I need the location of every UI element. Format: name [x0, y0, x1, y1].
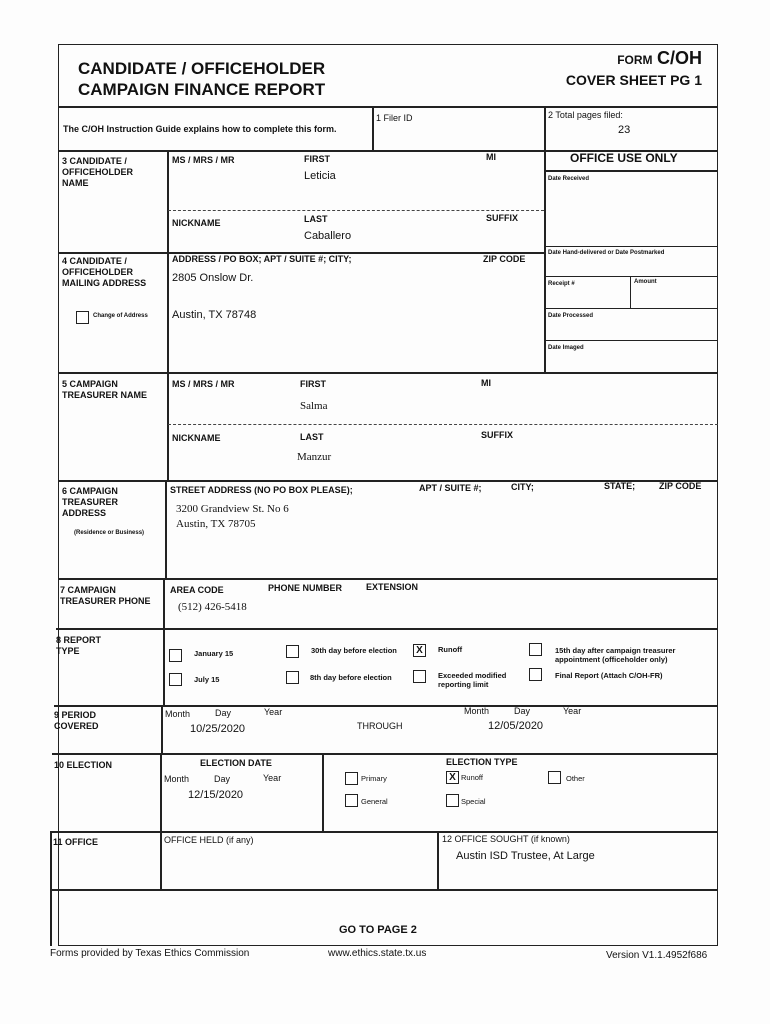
special-label: Special: [461, 797, 486, 806]
period-to-value[interactable]: 12/05/2020: [488, 720, 544, 732]
instruction-text: The C/OH Instruction Guide explains how to complete this form.: [63, 124, 337, 134]
mailing-line-2[interactable]: Austin, TX 78748: [172, 309, 257, 321]
mailing-line-1[interactable]: 2805 Onslow Dr.: [172, 272, 254, 284]
mailing-address-label: ADDRESS / PO BOX; APT / SUITE #; CITY;: [172, 254, 352, 264]
period-year-label-2: Year: [563, 706, 582, 716]
form-title: [78, 58, 325, 100]
treasurer-suffix-label: SUFFIX: [481, 430, 514, 440]
candidate-suffix-label: SUFFIX: [486, 213, 519, 223]
election-year-label: Year: [263, 773, 282, 783]
election-date-value[interactable]: 12/15/2020: [188, 789, 244, 801]
candidate-last-label: LAST: [304, 214, 328, 224]
15th-day-checkbox[interactable]: [529, 643, 542, 656]
phone-number-label: PHONE NUMBER: [268, 583, 343, 593]
election-month-label: Month: [164, 774, 190, 784]
section-10-label: 10 ELECTION: [54, 760, 113, 770]
period-day-label-2: Day: [514, 706, 531, 716]
footer-url[interactable]: www.ethics.state.tx.us: [328, 948, 427, 959]
30th-day-label: 30th day before election: [311, 646, 397, 655]
january-15-label: January 15: [194, 649, 234, 658]
section-8-label: 8 REPORT TYPE: [56, 635, 102, 656]
period-from-value[interactable]: 10/25/2020: [190, 723, 246, 735]
office-sought-label: 12 OFFICE SOUGHT (if known): [442, 834, 570, 844]
section-5-label: 5 CAMPAIGN TREASURER NAME: [62, 379, 148, 400]
mailing-zip-label: ZIP CODE: [483, 254, 526, 264]
candidate-mi-label: MI: [486, 152, 496, 162]
treasurer-last-label: LAST: [300, 432, 324, 442]
primary-checkbox[interactable]: [345, 772, 358, 785]
form-prefix: FORM: [617, 53, 653, 67]
footer-provided: Forms provided by Texas Ethics Commission: [50, 948, 250, 959]
total-pages-label: 2 Total pages filed:: [548, 110, 623, 120]
form-code-value: C/OH: [657, 48, 702, 68]
change-of-address-checkbox[interactable]: [76, 311, 89, 324]
receipt-label: Receipt #: [548, 281, 575, 287]
final-report-checkbox[interactable]: [529, 668, 542, 681]
street-address-label: STREET ADDRESS (NO PO BOX PLEASE);: [170, 485, 353, 495]
other-label: Other: [566, 774, 585, 783]
runoff-report-checkbox[interactable]: X: [413, 644, 426, 657]
candidate-nickname-label: NICKNAME: [172, 218, 221, 228]
section-4-label: 4 CANDIDATE / OFFICEHOLDER MAILING ADDRESS: [62, 256, 147, 288]
treasurer-nickname-label: NICKNAME: [172, 433, 221, 443]
runoff-election-label: Runoff: [461, 773, 483, 782]
total-pages-value[interactable]: 23: [618, 124, 631, 136]
section-9-label: 9 PERIOD COVERED: [54, 710, 99, 731]
city-label: CITY;: [511, 482, 534, 492]
final-report-label: Final Report (Attach C/OH-FR): [555, 671, 663, 680]
8th-day-label: 8th day before election: [310, 673, 392, 682]
15th-day-label: 15th day after campaign treasurer appointment (officeholder only): [555, 646, 676, 664]
date-processed-label: Date Processed: [548, 313, 594, 319]
area-code-label: AREA CODE: [170, 585, 224, 595]
office-held-label: OFFICE HELD (if any): [164, 835, 254, 845]
january-15-checkbox[interactable]: [169, 649, 182, 662]
primary-label: Primary: [361, 774, 387, 783]
section-11-label: 11 OFFICE: [53, 837, 99, 847]
special-checkbox[interactable]: [446, 794, 459, 807]
footer-version: Version V1.1.4952f686: [606, 950, 708, 961]
exceeded-limit-checkbox[interactable]: [413, 670, 426, 683]
period-through-label: THROUGH: [357, 721, 403, 731]
cover-sheet-label: COVER SHEET PG 1: [565, 72, 702, 88]
period-day-label: Day: [215, 708, 232, 718]
section-3-label: 3 CANDIDATE / OFFICEHOLDER NAME: [62, 156, 133, 188]
extension-label: EXTENSION: [366, 582, 419, 592]
section-6-label: 6 CAMPAIGN TREASURER ADDRESS: [62, 486, 119, 518]
title-line-1: CANDIDATE / OFFICEHOLDER: [78, 59, 326, 78]
candidate-last-value[interactable]: Caballero: [304, 230, 352, 242]
treasurer-address-line-2[interactable]: Austin, TX 78705: [176, 518, 256, 530]
period-month-label: Month: [165, 709, 191, 719]
july-15-label: July 15: [194, 675, 220, 684]
candidate-first-label: FIRST: [304, 154, 330, 164]
treasurer-last-value[interactable]: Manzur: [297, 451, 332, 463]
general-checkbox[interactable]: [345, 794, 358, 807]
treasurer-first-label: FIRST: [300, 379, 326, 389]
phone-value[interactable]: (512) 426-5418: [178, 601, 247, 613]
candidate-ms-label: MS / MRS / MR: [172, 155, 235, 165]
period-month-label-2: Month: [464, 706, 490, 716]
period-year-label: Year: [264, 707, 283, 717]
zip-label: ZIP CODE: [659, 481, 702, 491]
go-to-page-2[interactable]: GO TO PAGE 2: [339, 924, 417, 936]
8th-day-checkbox[interactable]: [286, 671, 299, 684]
july-15-checkbox[interactable]: [169, 673, 182, 686]
date-received-label: Date Received: [548, 176, 590, 182]
runoff-report-label: Runoff: [438, 645, 463, 654]
date-imaged-label: Date Imaged: [548, 345, 584, 351]
election-day-label: Day: [214, 774, 231, 784]
filer-id-label: 1 Filer ID: [376, 113, 413, 123]
30th-day-checkbox[interactable]: [286, 645, 299, 658]
state-label: STATE;: [604, 481, 636, 491]
office-use-title: OFFICE USE ONLY: [570, 151, 678, 165]
date-hand-label: Date Hand-delivered or Date Postmarked: [548, 250, 665, 256]
election-type-label: ELECTION TYPE: [446, 757, 518, 767]
candidate-first-value[interactable]: Leticia: [304, 170, 336, 182]
other-checkbox[interactable]: [548, 771, 561, 784]
election-date-label: ELECTION DATE: [200, 758, 272, 768]
general-label: General: [361, 797, 388, 806]
treasurer-address-sub: (Residence or Business): [74, 530, 145, 536]
form-code: [617, 48, 702, 69]
treasurer-ms-label: MS / MRS / MR: [172, 379, 235, 389]
treasurer-first-value[interactable]: Salma: [300, 400, 328, 412]
section-7-label: 7 CAMPAIGN TREASURER PHONE: [60, 585, 151, 606]
treasurer-mi-label: MI: [481, 378, 491, 388]
exceeded-limit-label: Exceeded modified reporting limit: [438, 671, 507, 689]
apt-label: APT / SUITE #;: [419, 483, 482, 493]
title-line-2: CAMPAIGN FINANCE REPORT: [78, 80, 326, 99]
change-of-address-label: Change of Address: [93, 313, 148, 319]
amount-label: Amount: [634, 279, 657, 285]
treasurer-address-line-1[interactable]: 3200 Grandview St. No 6: [176, 503, 289, 515]
runoff-election-checkbox[interactable]: X: [446, 771, 459, 784]
office-sought-value[interactable]: Austin ISD Trustee, At Large: [456, 850, 595, 862]
